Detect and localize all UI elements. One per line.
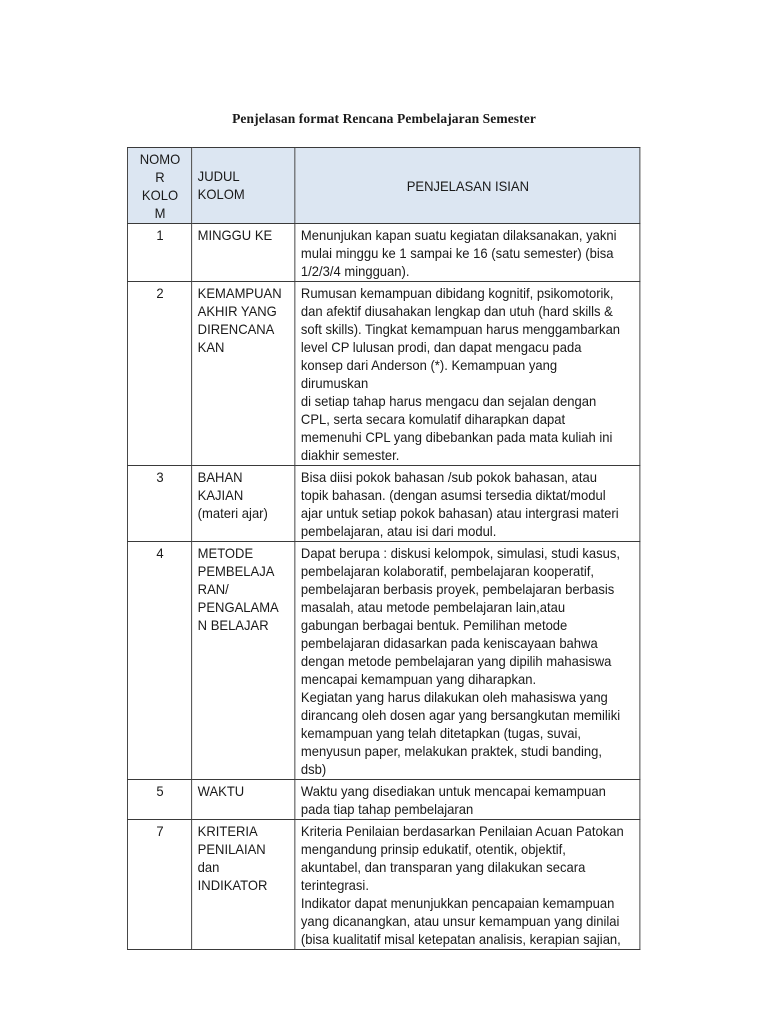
- row-number: 7: [127, 820, 191, 950]
- row-penjelasan: Menunjukan kapan suatu kegiatan dilaksanakan, yakni mulai minggu ke 1 sampai ke 16 (satu semester) (bisa 1/2/3/4 mingguan).: [295, 224, 640, 282]
- row-number: 3: [127, 466, 191, 542]
- row-judul: KEMAMPUAN AKHIR YANG DIRENCANA KAN: [192, 282, 295, 466]
- row-penjelasan: Bisa diisi pokok bahasan /sub pokok bahasan, atau topik bahasan. (dengan asumsi tersedia diktat/modul ajar untuk setiap pokok bahasan) atau intergrasi materi pembelajaran, atau isi dari modul.: [295, 466, 640, 542]
- rps-format-table: [127, 147, 640, 950]
- row-number: 5: [127, 780, 191, 820]
- table-row: [127, 542, 639, 780]
- row-penjelasan: Waktu yang disediakan untuk mencapai kemampuan pada tiap tahap pembelajaran: [295, 780, 640, 820]
- table-row: [127, 282, 639, 466]
- row-judul: WAKTU: [192, 780, 295, 820]
- row-judul: MINGGU KE: [192, 224, 295, 282]
- table-row: [127, 466, 639, 542]
- row-penjelasan: Kriteria Penilaian berdasarkan Penilaian Acuan Patokan mengandung prinsip edukatif, otentik, objektif, akuntabel, dan transparan yang dilakukan secara terintegrasi. Indikator dapat menunjukkan pencapaian kemampuan yang dicanangkan, atau unsur kemampuan yang dinilai (bisa kualitatif misal ketepatan analisis, kerapian sajian,: [295, 820, 640, 950]
- table-row: [127, 820, 639, 950]
- row-number: 1: [127, 224, 191, 282]
- row-judul: BAHAN KAJIAN (materi ajar): [192, 466, 295, 542]
- row-judul: KRITERIA PENILAIAN dan INDIKATOR: [192, 820, 295, 950]
- document-title: Penjelasan format Rencana Pembelajaran Semester: [232, 111, 536, 126]
- header-nomor-kolom: NOMO R KOLO M: [127, 148, 191, 224]
- table-row: [127, 224, 639, 282]
- row-number: 4: [127, 542, 191, 780]
- row-judul: METODE PEMBELAJA RAN/ PENGALAMA N BELAJAR: [192, 542, 295, 780]
- header-penjelasan-isian: PENJELASAN ISIAN: [295, 148, 640, 224]
- row-number: 2: [127, 282, 191, 466]
- table-header-row: [127, 148, 639, 224]
- table-row: [127, 780, 639, 820]
- row-penjelasan: Rumusan kemampuan dibidang kognitif, psikomotorik, dan afektif diusahakan lengkap dan utuh (hard skills & soft skills). Tingkat kemampuan harus menggambarkan level CP lulusan prodi, dan dapat mengacu pada konsep dari Anderson (*). Kemampuan yang dirumuskan di setiap tahap harus mengacu dan sejalan dengan CPL, serta secara komulatif diharapkan dapat memenuhi CPL yang dibebankan pada mata kuliah ini diakhir semester.: [295, 282, 640, 466]
- header-judul-kolom: JUDUL KOLOM: [192, 148, 295, 224]
- row-penjelasan: Dapat berupa : diskusi kelompok, simulasi, studi kasus, pembelajaran kolaboratif, pembelajaran kooperatif, pembelajaran berbasis proyek, pembelajaran berbasis masalah, atau metode pembelajaran lain,atau gabungan berbagai bentuk. Pemilihan metode pembelajaran didasarkan pada keniscayaan bahwa dengan metode pembelajaran yang dipilih mahasiswa mencapai kemampuan yang diharapkan. Kegiatan yang harus dilakukan oleh mahasiswa yang dirancang oleh dosen agar yang bersangkutan memiliki kemampuan yang telah ditetapkan (tugas, suvai, menyusun paper, melakukan praktek, studi banding, dsb): [295, 542, 640, 780]
